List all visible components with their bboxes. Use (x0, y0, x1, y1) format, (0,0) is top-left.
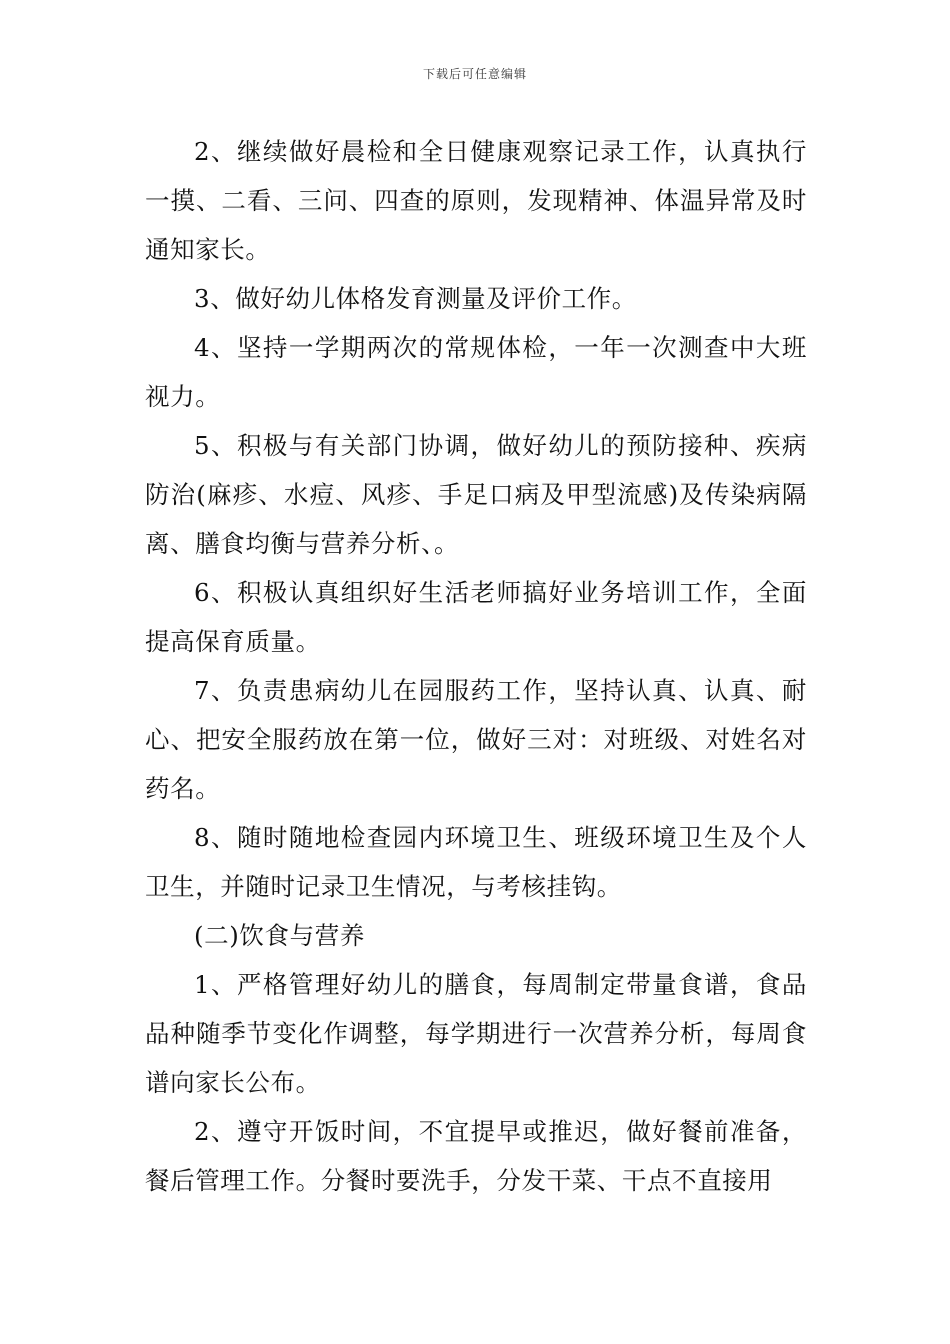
paragraph-disease-prevention: 5、积极与有关部门协调，做好幼儿的预防接种、疾病防治(麻疹、水痘、风疹、手足口病及甲型流感)及传染病隔离、膳食均衡与营养分析、。 (145, 431, 807, 558)
paragraph-growth-measurement: 3、做好幼儿体格发育测量及评价工作。 (194, 284, 637, 313)
document-body (145, 127, 807, 1205)
paragraph-meal-management: 1、严格管理好幼儿的膳食，每周制定带量食谱，食品品种随季节变化作调整，每学期进行一次营养分析，每周食谱向家长公布。 (145, 970, 807, 1097)
paragraph-staff-training: 6、积极认真组织好生活老师搞好业务培训工作，全面提高保育质量。 (145, 578, 807, 656)
section-heading-diet-nutrition: (二)饮食与营养 (194, 921, 365, 950)
paragraph-hygiene-inspection: 8、随时随地检查园内环境卫生、班级环境卫生及个人卫生，并随时记录卫生情况，与考核挂钩。 (145, 823, 807, 901)
paragraph-medication: 7、负责患病幼儿在园服药工作，坚持认真、认真、耐心、把安全服药放在第一位，做好三对：对班级、对姓名对药名。 (145, 676, 807, 803)
header-note: 下载后可任意编辑 (422, 67, 527, 81)
paragraph-meal-time: 2、遵守开饭时间，不宜提早或推迟，做好餐前准备，餐后管理工作。分餐时要洗手，分发干菜、干点不直接用 (145, 1117, 807, 1195)
paragraph-routine-checkup: 4、坚持一学期两次的常规体检，一年一次测查中大班视力。 (145, 333, 807, 411)
paragraph-health-check: 2、继续做好晨检和全日健康观察记录工作，认真执行一摸、二看、三问、四查的原则，发现精神、体温异常及时通知家长。 (145, 137, 807, 264)
